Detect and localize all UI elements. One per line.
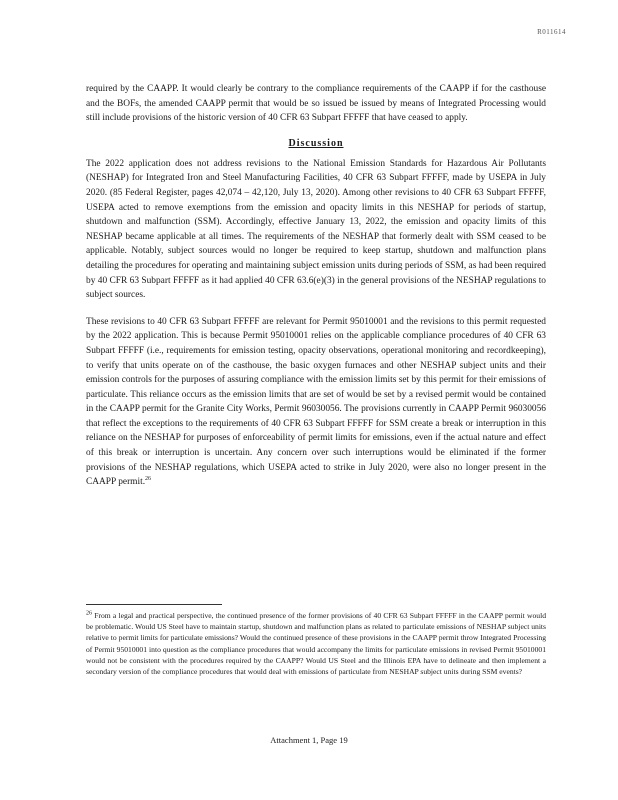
discussion-paragraph: The 2022 application does not address revisions to the National Emission Standards for Hazardous Air Pollutants (NESHAP) for Integrated Iron and Steel Manufacturing Facilities, 40 CFR 63 Subpart FFFFF, made by USEPA in July 2020. (85 Federal Register, pages 42,074 – 42,120, July 13, 2020). Among other revisions to 40 CFR 63 Subpart FFFFF, USEPA acted to remove exemptions from the emission and opacity limits in this NESHAP for periods of startup, shutdown and malfunction (SSM). Accordingly, effective January 13, 2022, the emission and opacity limits of this NESHAP became applicable at all times. The requirements of the NESHAP that formerly dealt with SSM ceased to be applicable. Notably, subject sources would no longer be required to keep startup, shutdown and malfunction plans detailing the procedures for operating and maintaining subject emission units during periods of SSM, as had been required by 40 CFR 63 Subpart FFFFF as it had applied 40 CFR 63.6(e)(3) in the general provisions of the NESHAP regulations to subject sources. <box>86 158 546 301</box>
section-heading: Discussion <box>288 137 344 149</box>
document-id: R011614 <box>537 28 566 36</box>
footnote-text: From a legal and practical perspective, the continued presence of the former provisions of 40 CFR 63 Subpart FFFFF in the CAAPP permit would be problematic. Would US Steel have to maintain startup, shutdown and malfunction plans as related to particulate emissions of NESHAP subject units relative to permit limits for particulate emissions? Would the continued presence of these provisions in the CAAPP permit throw Integrated Processing of Permit 95010001 into question as the compliance procedures that would accompany the limits for particulate emissions in revised Permit 95010001 would not be consistent with the procedures required by the CAAPP? Would US Steel and the Illinois EPA have to delineate and then implement a secondary version of the compliance procedures that would deal with emissions of particulate from NESHAP subject units during SSM events? <box>86 611 546 677</box>
page-footer: Attachment 1, Page 19 <box>270 735 348 745</box>
footnote-number: 26 <box>86 610 92 617</box>
revisions-text: These revisions to 40 CFR 63 Subpart FFFFF are relevant for Permit 95010001 and the revisions to this permit requested by the 2022 application. This is because Permit 95010001 relies on the applicable compliance procedures of 40 CFR 63 Subpart FFFFF (i.e., requirements for emission testing, opacity observations, operational monitoring and recordkeeping), to verify that units operate on of the casthouse, the basic oxygen furnaces and other NESHAP subject units and their emission controls for the purposes of assuring compliance with the emission limits set by this permit for their emissions of particulate. This reliance occurs as the emission limits that are set of would be set by a revised permit would be contained in the CAAPP permit for the Granite City Works, Permit 96030056. The provisions currently in CAAPP Permit 96030056 that reflect the exceptions to the requirements of 40 CFR 63 Subpart FFFFF for SSM create a break or interruption in this reliance on the NESHAP for purposes of enforceability of permit limits for emissions, even if the actual nature and effect of this break or interruption is uncertain. Any concern over such interruptions would be eliminated if the former provisions of the NESHAP regulations, which USEPA acted to strike in July 2020, were also no longer present in the CAAPP permit. <box>86 316 546 488</box>
footnote-reference[interactable]: 26 <box>145 476 152 483</box>
footnote-divider <box>86 604 222 605</box>
revisions-paragraph <box>86 315 546 490</box>
footnote <box>86 610 546 677</box>
intro-paragraph: required by the CAAPP. It would clearly be contrary to the compliance requirements of the CAAPP if for the casthouse and the BOFs, the amended CAAPP permit that would be so issued be issued by means of Integrated Processing would still include provisions of the historic version of 40 CFR 63 Subpart FFFFF that have ceased to apply. <box>86 84 546 124</box>
page-body <box>86 82 546 490</box>
